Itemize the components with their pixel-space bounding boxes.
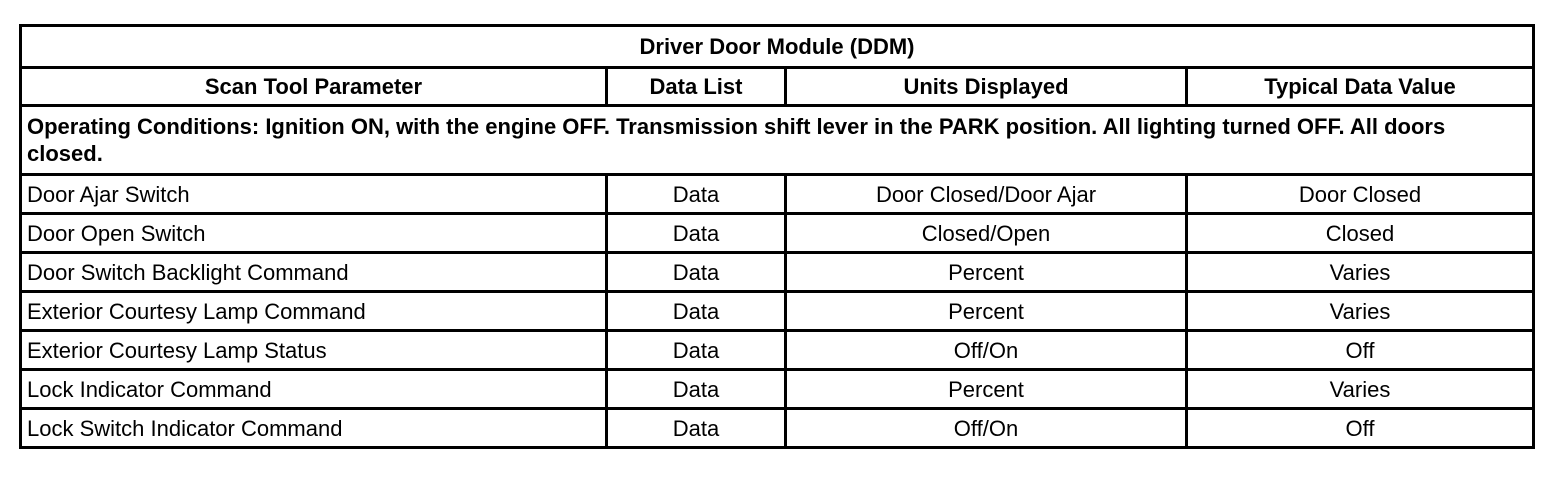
data-list-cell: Data bbox=[607, 253, 786, 292]
typical-value-cell: Door Closed bbox=[1187, 175, 1534, 214]
units-cell: Door Closed/Door Ajar bbox=[786, 175, 1187, 214]
operating-conditions: Operating Conditions: Ignition ON, with the engine OFF. Transmission shift lever in the PARK position. All lighting turned OFF. All doors closed. bbox=[21, 106, 1534, 175]
data-list-cell: Data bbox=[607, 370, 786, 409]
parameter-cell: Lock Indicator Command bbox=[21, 370, 607, 409]
table-row bbox=[21, 175, 1534, 214]
ddm-data-table bbox=[19, 24, 1535, 449]
header-typical-data-value: Typical Data Value bbox=[1187, 68, 1534, 106]
units-cell: Closed/Open bbox=[786, 214, 1187, 253]
data-list-cell: Data bbox=[607, 292, 786, 331]
typical-value-cell: Varies bbox=[1187, 292, 1534, 331]
header-data-list: Data List bbox=[607, 68, 786, 106]
parameter-cell: Door Ajar Switch bbox=[21, 175, 607, 214]
data-list-cell: Data bbox=[607, 409, 786, 448]
typical-value-cell: Closed bbox=[1187, 214, 1534, 253]
parameter-cell: Lock Switch Indicator Command bbox=[21, 409, 607, 448]
table-row bbox=[21, 253, 1534, 292]
typical-value-cell: Varies bbox=[1187, 253, 1534, 292]
units-cell: Off/On bbox=[786, 409, 1187, 448]
parameter-cell: Door Open Switch bbox=[21, 214, 607, 253]
table-row bbox=[21, 409, 1534, 448]
data-list-cell: Data bbox=[607, 331, 786, 370]
data-list-cell: Data bbox=[607, 214, 786, 253]
typical-value-cell: Off bbox=[1187, 331, 1534, 370]
table-row bbox=[21, 331, 1534, 370]
units-cell: Percent bbox=[786, 292, 1187, 331]
parameter-cell: Door Switch Backlight Command bbox=[21, 253, 607, 292]
parameter-cell: Exterior Courtesy Lamp Status bbox=[21, 331, 607, 370]
table-row bbox=[21, 370, 1534, 409]
operating-conditions-row bbox=[21, 106, 1534, 175]
data-list-cell: Data bbox=[607, 175, 786, 214]
table-row bbox=[21, 292, 1534, 331]
table-row bbox=[21, 214, 1534, 253]
typical-value-cell: Varies bbox=[1187, 370, 1534, 409]
header-scan-tool-parameter: Scan Tool Parameter bbox=[21, 68, 607, 106]
units-cell: Percent bbox=[786, 253, 1187, 292]
typical-value-cell: Off bbox=[1187, 409, 1534, 448]
units-cell: Percent bbox=[786, 370, 1187, 409]
units-cell: Off/On bbox=[786, 331, 1187, 370]
table-title-row bbox=[21, 26, 1534, 68]
header-units-displayed: Units Displayed bbox=[786, 68, 1187, 106]
table-title: Driver Door Module (DDM) bbox=[21, 26, 1534, 68]
parameter-cell: Exterior Courtesy Lamp Command bbox=[21, 292, 607, 331]
table-header-row bbox=[21, 68, 1534, 106]
